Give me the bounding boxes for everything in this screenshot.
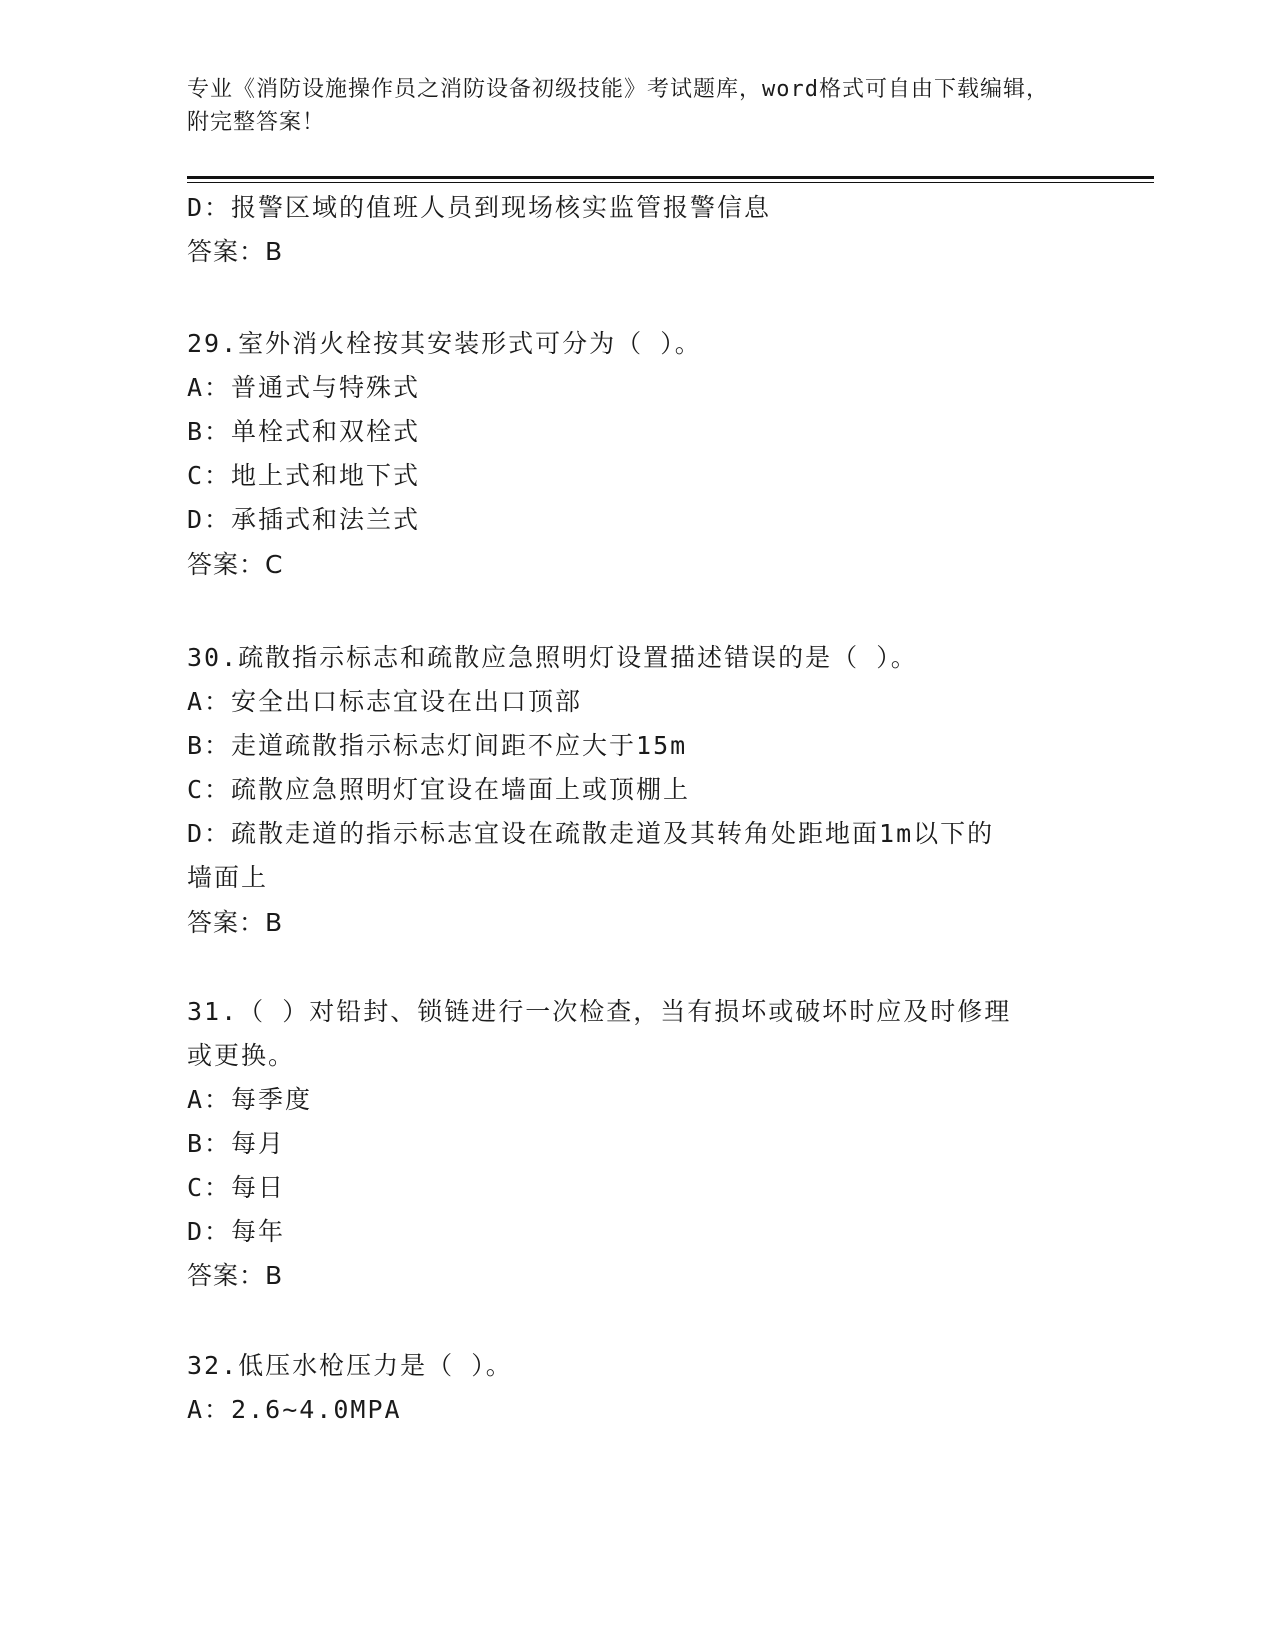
q31-option-d: D：每年 <box>187 1217 286 1246</box>
q30-option-b: B：走道疏散指示标志灯间距不应大于15m <box>187 731 688 760</box>
q29-option-a: A：普通式与特殊式 <box>187 373 421 402</box>
header-rule-thick <box>187 176 1154 179</box>
q29-stem: 29.室外消火栓按其安装形式可分为（ ）。 <box>187 329 702 358</box>
document-header: 专业《消防设施操作员之消防设备初级技能》考试题库，word格式可自由下载编辑，附完整答案！ <box>187 77 1049 135</box>
q30-stem: 30.疏散指示标志和疏散应急照明灯设置描述错误的是（ ）。 <box>187 643 918 672</box>
q30-option-d: D：疏散走道的指示标志宜设在疏散走道及其转角处距地面1m以下的 <box>187 819 995 848</box>
q30-answer: 答案：B <box>187 908 284 937</box>
q31-stem: 31.（ ）对铅封、锁链进行一次检查，当有损坏或破坏时应及时修理 <box>187 997 1012 1026</box>
q31-option-b: B：每月 <box>187 1129 286 1158</box>
q32-option-a: A：2.6~4.0MPA <box>187 1395 402 1424</box>
q28-option-d: D：报警区域的值班人员到现场核实监管报警信息 <box>187 193 772 222</box>
q31-answer: 答案：B <box>187 1261 284 1290</box>
header-rule-thin <box>187 182 1154 183</box>
q29-option-b: B：单栓式和双栓式 <box>187 417 421 446</box>
q29-option-d: D：承插式和法兰式 <box>187 505 421 534</box>
q30-option-c: C：疏散应急照明灯宜设在墙面上或顶棚上 <box>187 775 691 804</box>
q30-option-a: A：安全出口标志宜设在出口顶部 <box>187 687 583 716</box>
q31-option-a: A：每季度 <box>187 1085 313 1114</box>
q30-option-d-continued: 墙面上 <box>187 863 269 892</box>
q28-answer: 答案：B <box>187 237 284 266</box>
q29-answer: 答案：C <box>187 550 284 579</box>
q31-option-c: C：每日 <box>187 1173 286 1202</box>
q32-stem: 32.低压水枪压力是（ ）。 <box>187 1351 513 1380</box>
q31-stem-continued: 或更换。 <box>187 1041 296 1070</box>
q29-option-c: C：地上式和地下式 <box>187 461 421 490</box>
